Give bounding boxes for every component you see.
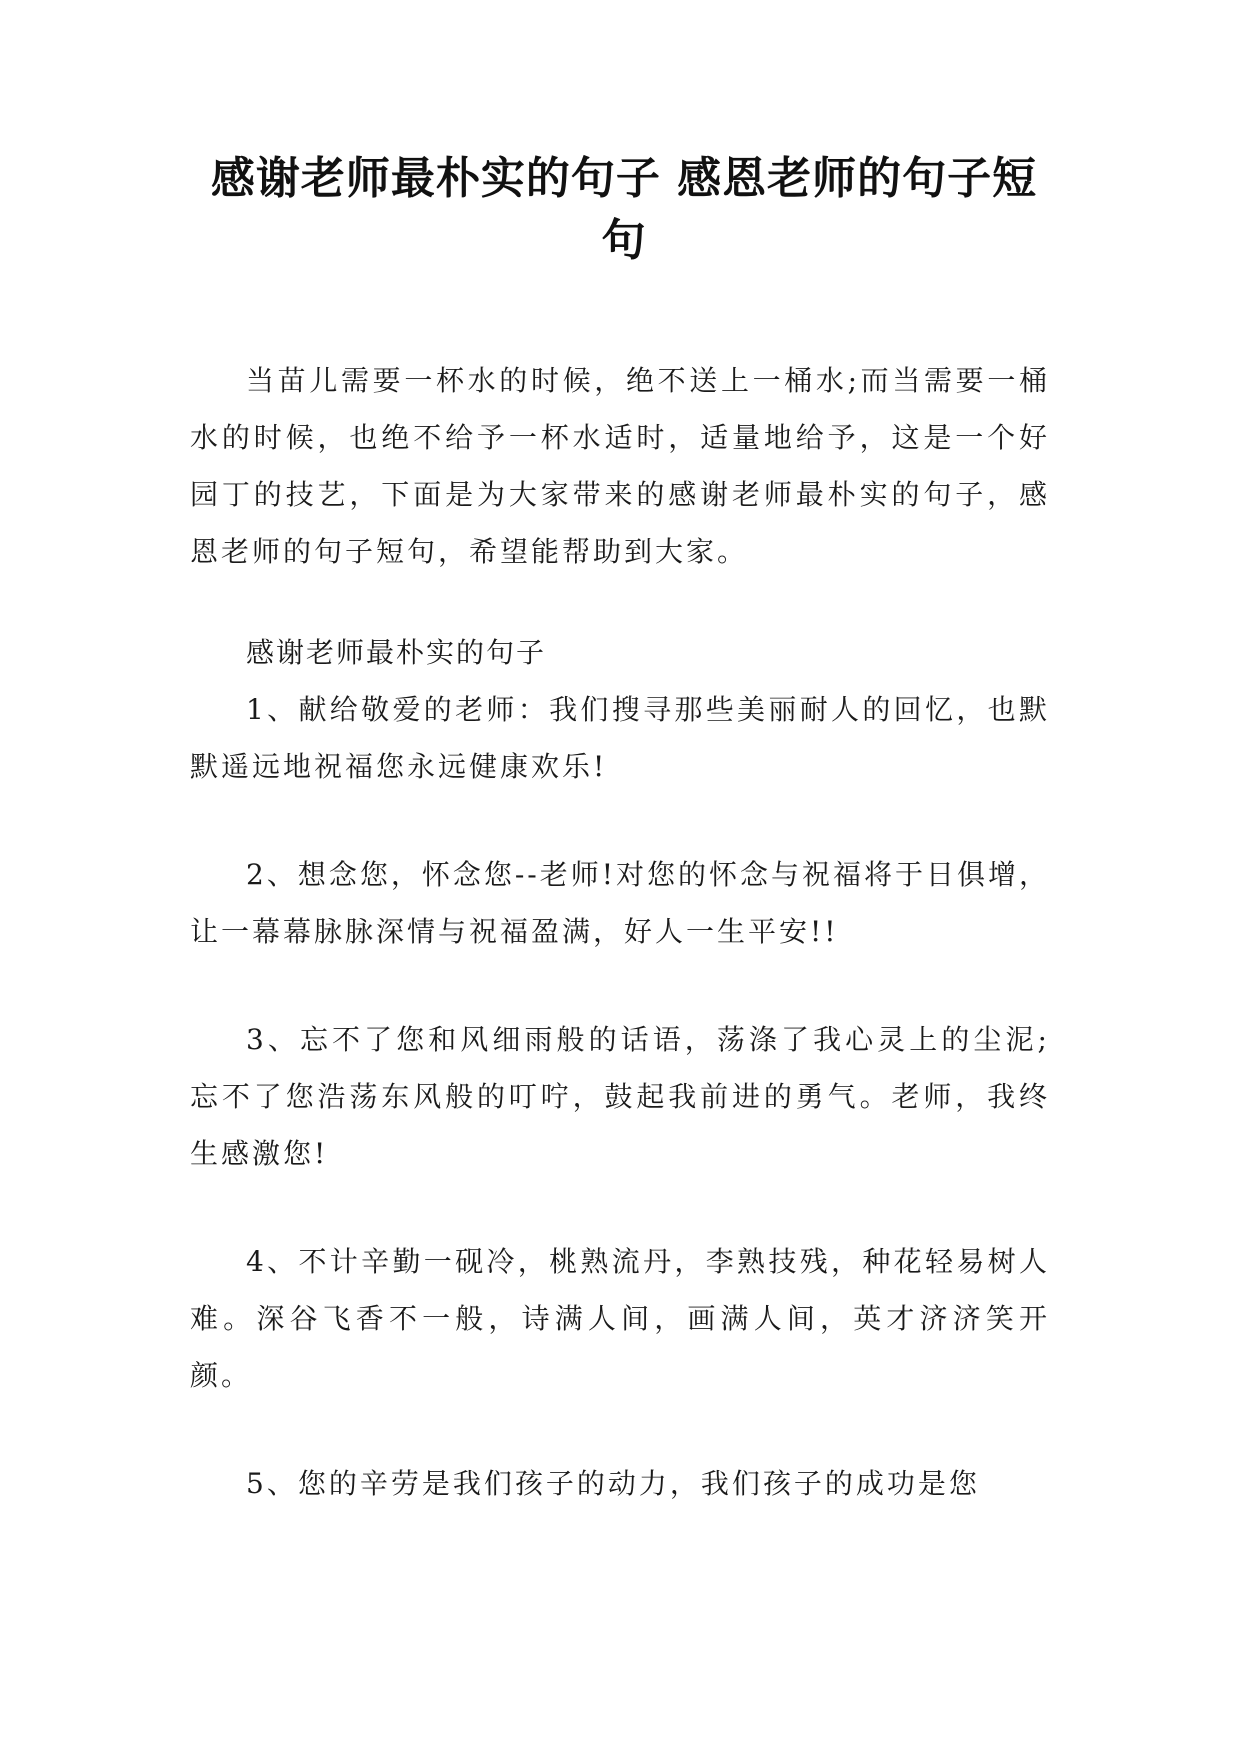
quote-item-2: 2、想念您，怀念您--老师!对您的怀念与祝福将于日俱增，让一幕幕脉脉深情与祝福盈满，好人一生平安!! — [190, 858, 1050, 948]
document-body — [190, 352, 1050, 1512]
quote-item-5: 5、您的辛劳是我们孩子的动力，我们孩子的成功是您 — [246, 1467, 980, 1500]
spacer — [190, 795, 1050, 846]
spacer — [190, 580, 1050, 624]
quote-item-4: 4、不计辛勤一砚冷，桃熟流丹，李熟技残，种花轻易树人难。深谷飞香不一般，诗满人间，画满人间，英才济济笑开颜。 — [190, 1245, 1050, 1392]
spacer — [190, 1182, 1050, 1233]
quote-item-3: 3、忘不了您和风细雨般的话语，荡涤了我心灵上的尘泥;忘不了您浩荡东风般的叮咛，鼓起我前进的勇气。老师，我终生感激您! — [190, 1023, 1050, 1170]
spacer — [190, 960, 1050, 1011]
quote-item-1: 1、献给敬爱的老师：我们搜寻那些美丽耐人的回忆，也默默遥远地祝福您永远健康欢乐! — [190, 693, 1050, 783]
intro-paragraph: 当苗儿需要一杯水的时候，绝不送上一桶水;而当需要一桶水的时候，也绝不给予一杯水适时，适量地给予，这是一个好园丁的技艺，下面是为大家带来的感谢老师最朴实的句子，感恩老师的句子短句，希望能帮助到大家。 — [190, 364, 1050, 568]
section-heading: 感谢老师最朴实的句子 — [246, 636, 547, 669]
spacer — [190, 1404, 1050, 1455]
document-title: 感谢老师最朴实的句子 感恩老师的句子短句 — [210, 153, 1038, 266]
